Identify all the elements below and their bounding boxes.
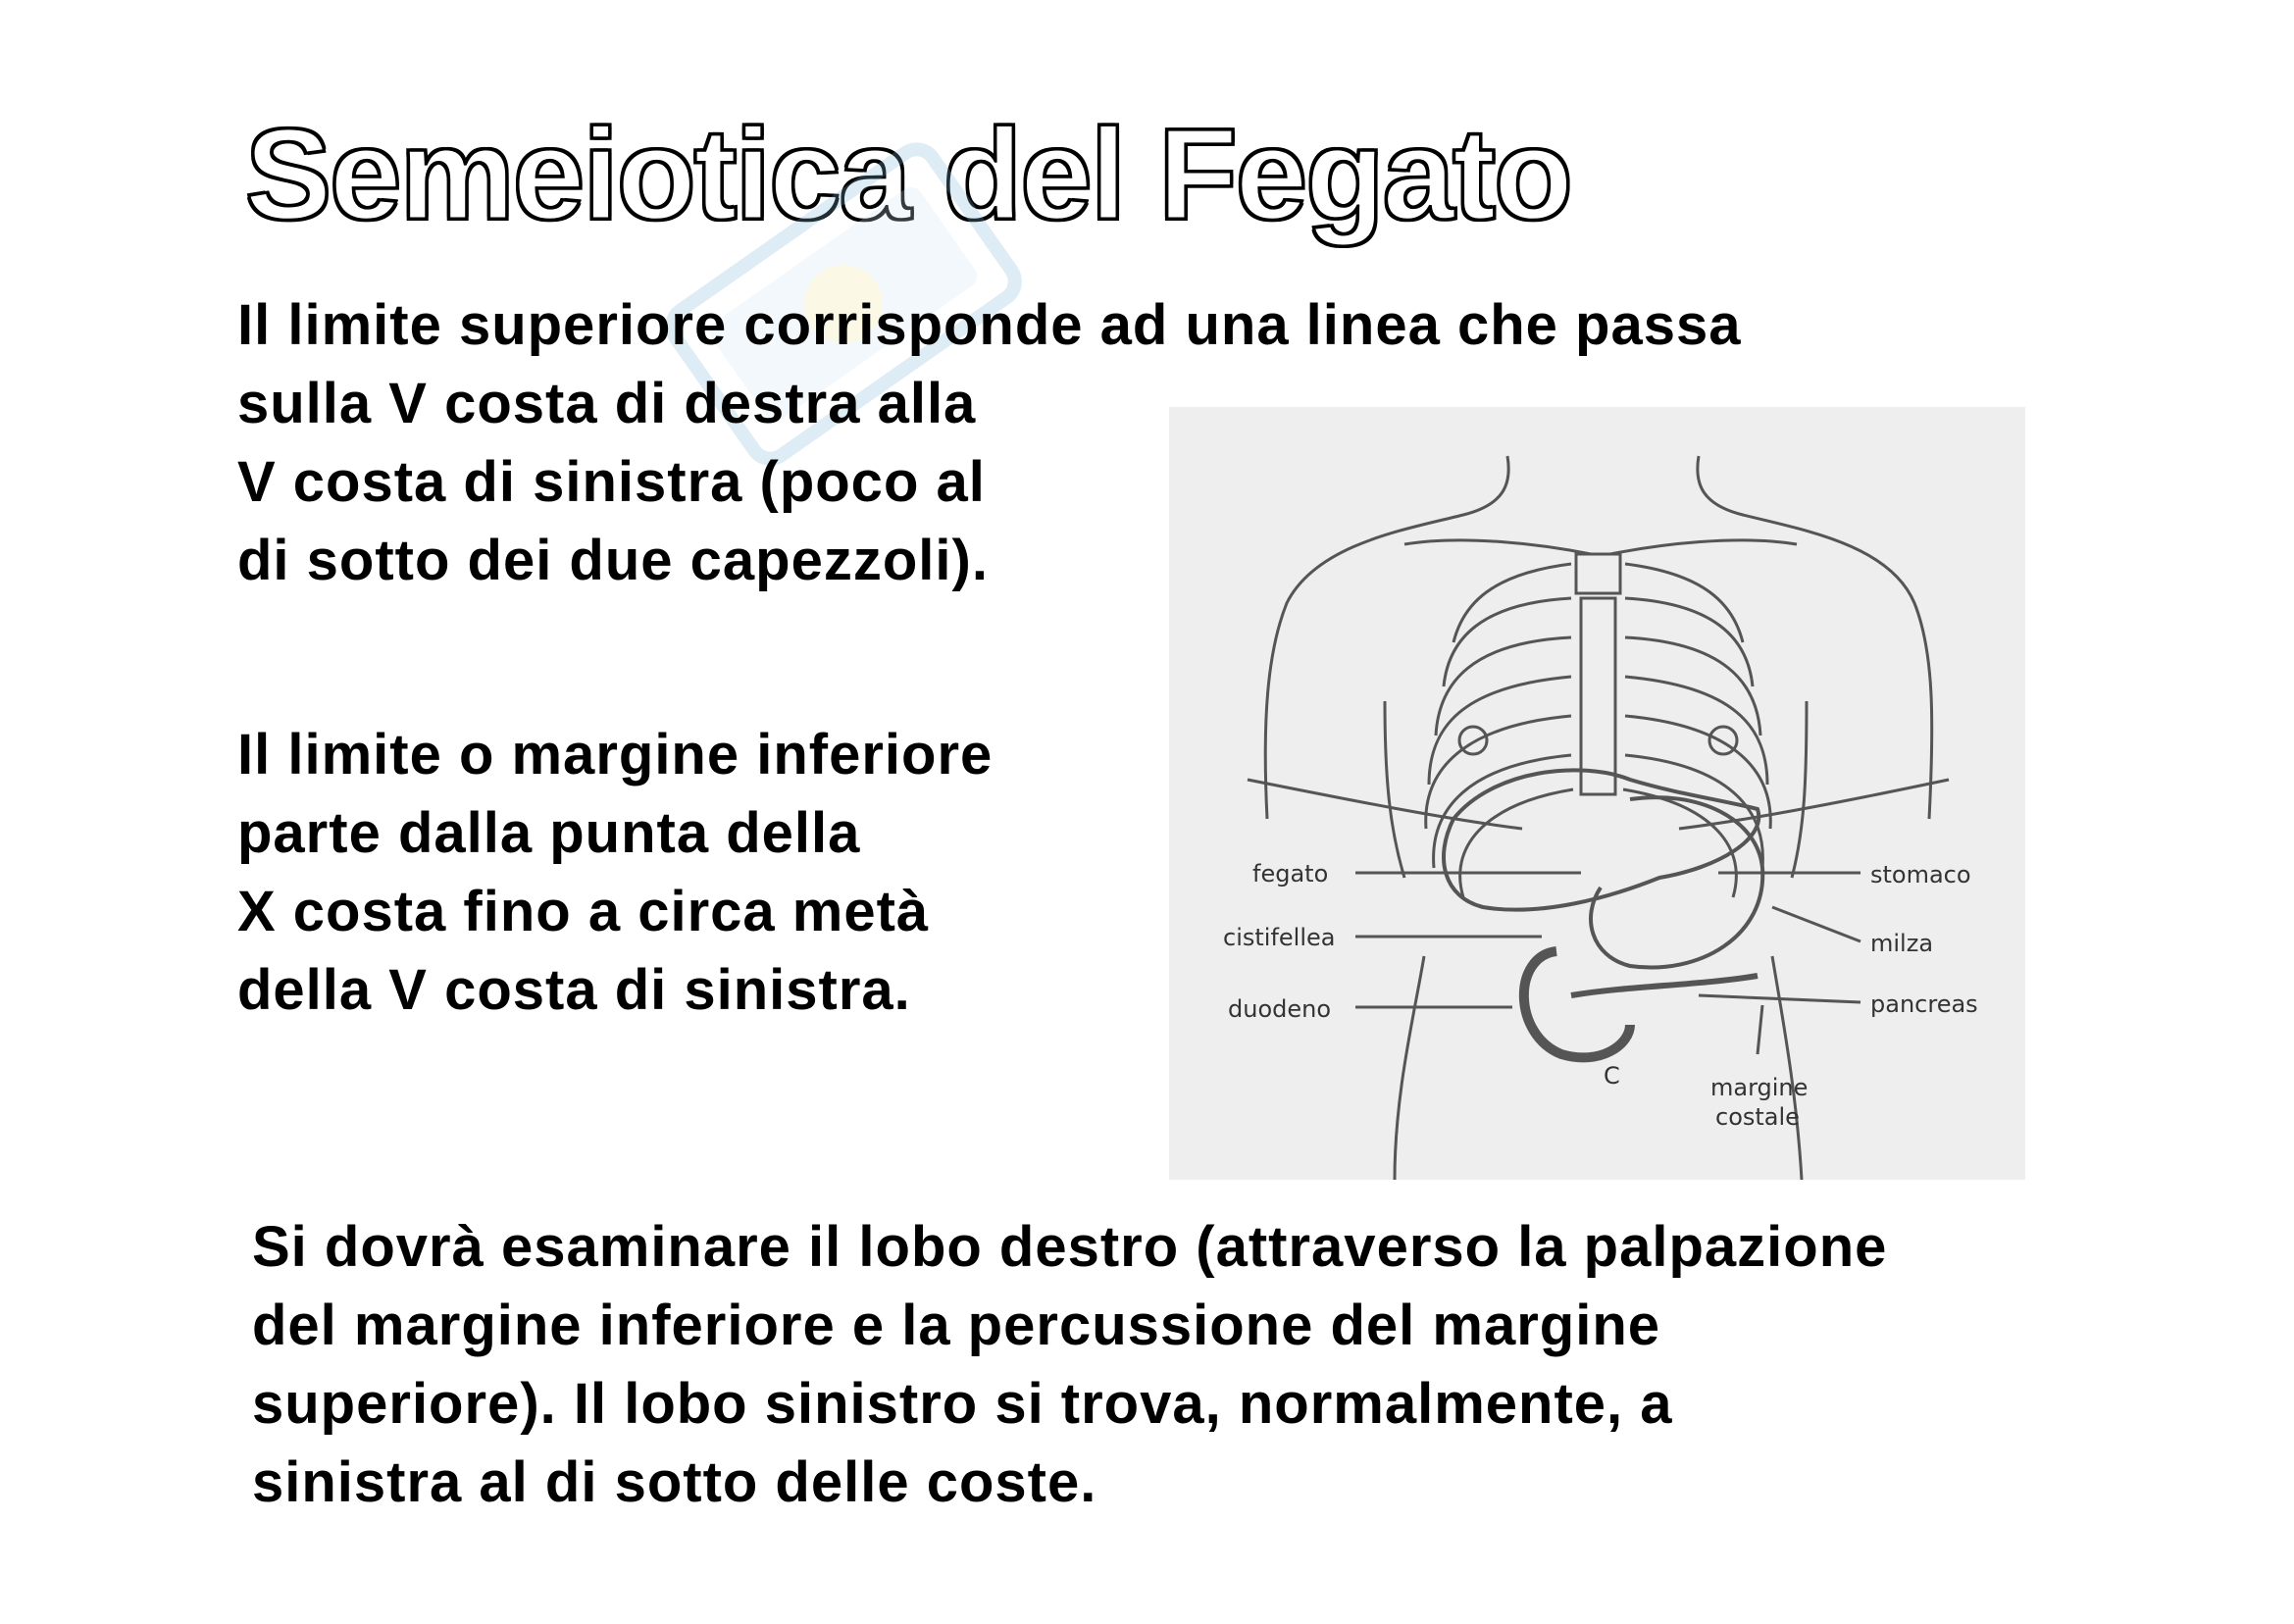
- label-fegato: fegato: [1252, 860, 1329, 888]
- text-line: parte dalla punta della: [237, 801, 861, 865]
- text-line: della V costa di sinistra.: [237, 958, 911, 1022]
- torso-anatomy-figure: [1169, 407, 2025, 1180]
- text-line: superiore). Il lobo sinistro si trova, normalmente, a: [252, 1372, 1673, 1436]
- text-line: sinistra al di sotto delle coste.: [252, 1450, 1097, 1514]
- slide-title: Semeiotica del Fegato: [245, 102, 1571, 246]
- label-duodeno: duodeno: [1228, 995, 1332, 1023]
- text-line: X costa fino a circa metà: [237, 880, 930, 943]
- text-line: Si dovrà esaminare il lobo destro (attraverso la palpazione: [252, 1215, 1888, 1279]
- examination-text: [252, 1208, 2214, 1522]
- text-line: del margine inferiore e la percussione del margine: [252, 1294, 1661, 1357]
- upper-limit-text: [237, 365, 989, 600]
- text-line: Il limite o margine inferiore: [237, 723, 994, 787]
- label-costale: costale: [1715, 1103, 1800, 1131]
- label-stomaco: stomaco: [1870, 861, 1971, 888]
- text-line: di sotto dei due capezzoli).: [237, 529, 989, 592]
- text-line: V costa di sinistra (poco al: [237, 450, 986, 514]
- torso-drawing: [1169, 407, 2025, 1180]
- lower-limit-text: [237, 716, 993, 1030]
- label-milza: milza: [1870, 930, 1934, 957]
- upper-limit-first-line: Il limite superiore corrisponde ad una linea che passa: [237, 293, 1742, 357]
- label-cistifellea: cistifellea: [1223, 924, 1336, 951]
- label-margine: margine: [1710, 1074, 1809, 1101]
- label-pancreas: pancreas: [1870, 990, 1978, 1018]
- label-c: C: [1604, 1062, 1620, 1090]
- text-line: sulla V costa di destra alla: [237, 372, 977, 435]
